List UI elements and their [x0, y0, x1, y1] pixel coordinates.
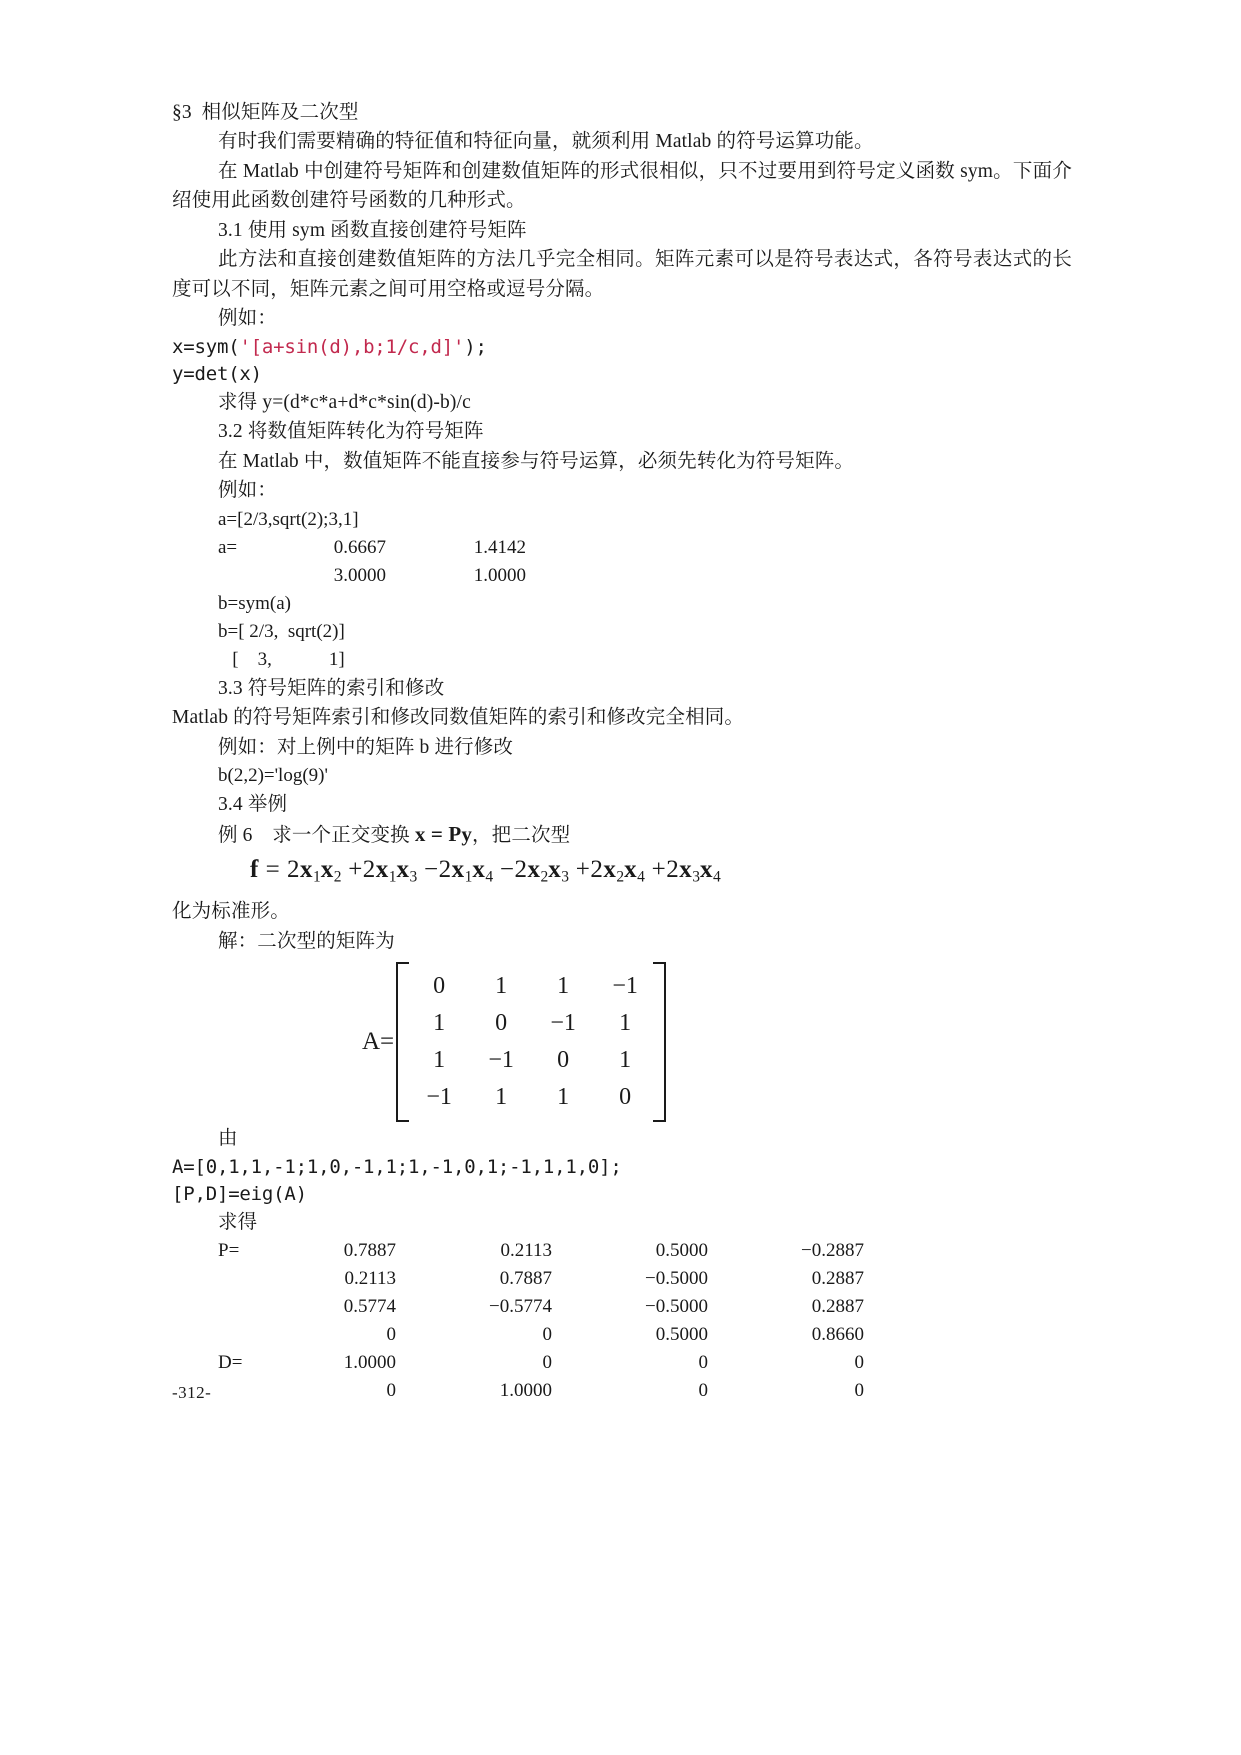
cell: 1	[557, 1084, 570, 1111]
code-det-line: y=det(x)	[172, 362, 262, 385]
cell	[218, 1377, 268, 1405]
intro-paragraph-1: 有时我们需要精确的特征值和特征向量，就须利用 Matlab 的符号运算功能。	[218, 131, 874, 152]
term-op: +	[651, 856, 667, 883]
term-sub2: 4	[485, 868, 494, 886]
output-b-line-2: [ 3, 1]	[218, 648, 345, 670]
term-var1: x	[527, 856, 541, 883]
term-coef: 2	[590, 856, 604, 883]
term-sub1: 2	[540, 868, 549, 886]
subsection-3-3-heading: 3.3 符号矩阵的索引和修改	[218, 677, 445, 699]
term-coef: 2	[362, 856, 376, 883]
formula-term	[499, 856, 570, 886]
term-var2: x	[396, 856, 410, 883]
table-row	[218, 1237, 892, 1265]
table-row	[408, 1079, 656, 1116]
subsection-3-2-body: 在 Matlab 中，数值矩阵不能直接参与符号运算，必须先转化为符号矩阵。	[218, 450, 855, 472]
table-row	[218, 1265, 892, 1293]
term-var2: x	[699, 856, 713, 883]
example-label-1: 例如：	[218, 308, 277, 329]
output-D-label: D=	[218, 1352, 243, 1374]
term-op: −	[499, 856, 515, 883]
table-row	[408, 1005, 656, 1042]
example-6-transform: x = Py	[414, 821, 473, 846]
matrix-bracket	[396, 962, 666, 1122]
page-number: -312-	[172, 1383, 212, 1402]
table-row	[218, 562, 548, 590]
formula-equals: =	[265, 856, 281, 883]
cell: 0	[854, 1352, 864, 1374]
cell: 1.0000	[499, 1380, 552, 1402]
cell: 1.0000	[473, 564, 526, 586]
output-a-label: a=	[218, 536, 238, 558]
example-label-2: 例如：	[218, 480, 277, 501]
page-content	[172, 98, 1072, 1405]
table-row	[408, 1042, 656, 1079]
term-var2: x	[472, 856, 486, 883]
formula-term	[651, 856, 721, 886]
cell: 1.4142	[473, 536, 526, 558]
table-row	[218, 1377, 892, 1405]
cell: 0.6667	[333, 536, 386, 558]
output-P-label: P=	[218, 1240, 240, 1262]
formula-lhs: f	[250, 856, 259, 883]
cell: 0.2887	[811, 1296, 864, 1318]
output-a-block	[172, 534, 1072, 590]
code-b-modify: b(2,2)='log(9)'	[218, 765, 328, 786]
term-sub1: 2	[616, 868, 625, 886]
cell: 0.8660	[811, 1324, 864, 1346]
code-sym-line	[172, 334, 1072, 361]
cell: 1	[619, 1010, 632, 1037]
cell: 0	[542, 1352, 552, 1374]
cell	[218, 1293, 268, 1321]
term-var1: x	[679, 856, 693, 883]
term-coef: 2	[514, 856, 528, 883]
intro-paragraph-2: 在 Matlab 中创建符号矩阵和创建数值矩阵的形式很相似，只不过要用到符号定义函数 sym。下面介绍使用此函数创建符号函数的几种形式。	[172, 160, 1072, 211]
cell: −0.5000	[645, 1268, 708, 1290]
cell: 1	[619, 1047, 632, 1074]
term-var1: x	[603, 856, 617, 883]
cell: 1	[433, 1047, 446, 1074]
matrix-A-display	[172, 962, 1072, 1122]
example-6-prefix: 例 6 求一个正交变换	[218, 824, 415, 846]
code-sym-suffix: );	[464, 335, 487, 358]
matrix-A-table	[408, 968, 656, 1116]
term-coef: 2	[286, 856, 300, 883]
cell: 0.2113	[344, 1268, 396, 1290]
output-PD-block	[172, 1237, 1072, 1405]
table-row	[218, 534, 548, 562]
code-matrix-A-assign: A=[0,1,1,-1;1,0,-1,1;1,-1,0,1;-1,1,1,0];	[172, 1155, 622, 1178]
cell: −1	[488, 1047, 514, 1074]
term-sub1: 1	[312, 868, 321, 886]
cell: −1	[612, 973, 638, 1000]
cell: 0.7887	[499, 1268, 552, 1290]
term-sub2: 3	[409, 868, 418, 886]
cell: 0	[495, 1010, 508, 1037]
term-var2: x	[320, 856, 334, 883]
subsection-3-2-heading: 3.2 将数值矩阵转化为符号矩阵	[218, 421, 484, 442]
cell: −0.5774	[489, 1296, 552, 1318]
solution-label: 解：二次型的矩阵为	[218, 930, 395, 952]
cell: 1.0000	[343, 1352, 396, 1374]
code-eig-line: [P,D]=eig(A)	[172, 1182, 307, 1205]
term-op: +	[575, 856, 591, 883]
term-var1: x	[299, 856, 313, 883]
term-var2: x	[624, 856, 638, 883]
term-sub1: 1	[388, 868, 397, 886]
output-a-table	[218, 534, 548, 590]
cell: 0	[698, 1380, 708, 1402]
cell: 0	[698, 1352, 708, 1374]
code-sym-string: '[a+sin(d),b;1/c,d]'	[239, 335, 465, 358]
cell: 0	[619, 1084, 632, 1111]
output-b-line-1: b=[ 2/3, sqrt(2)]	[218, 620, 345, 642]
formula-term	[286, 856, 342, 886]
cell: 0.5000	[655, 1240, 708, 1262]
term-sub2: 3	[561, 868, 570, 886]
matrix-A-label: A=	[362, 1028, 395, 1056]
cell: 1	[495, 973, 508, 1000]
term-var1: x	[375, 856, 389, 883]
subsection-3-4-heading: 3.4 举例	[218, 794, 288, 815]
cell: 0	[854, 1380, 864, 1402]
cell: 1	[557, 973, 570, 1000]
term-coef: 2	[438, 856, 452, 883]
cell: −1	[550, 1010, 576, 1037]
cell: 3.0000	[333, 564, 386, 586]
cell: −0.5000	[645, 1296, 708, 1318]
cell: −0.2887	[801, 1240, 864, 1262]
term-var1: x	[451, 856, 465, 883]
table-row	[218, 1321, 892, 1349]
cell: 0	[542, 1324, 552, 1346]
standard-form-line: 化为标准形。	[172, 901, 290, 923]
formula-term	[424, 856, 494, 886]
subsection-3-1-body: 此方法和直接创建数值矩阵的方法几乎完全相同。矩阵元素可以是符号表达式，各符号表达式的长度可以不同，矩阵元素之间可用空格或逗号分隔。	[172, 249, 1072, 300]
cell	[218, 562, 268, 590]
cell	[218, 1265, 268, 1293]
example-6-line	[172, 820, 1072, 851]
table-row	[408, 968, 656, 1005]
output-P-table	[218, 1237, 892, 1405]
cell: 0.2887	[811, 1268, 864, 1290]
cell: 0.2113	[500, 1240, 552, 1262]
term-sub1: 3	[692, 868, 700, 886]
formula-terms	[286, 856, 721, 886]
example-6-suffix: ，把二次型	[472, 824, 571, 846]
term-sub1: 1	[464, 868, 473, 886]
result-label-2: 求得	[218, 1211, 258, 1233]
formula-term	[348, 856, 418, 886]
term-coef: 2	[666, 856, 680, 883]
term-op: +	[348, 856, 363, 883]
cell: 0.5000	[655, 1324, 708, 1346]
code-sym-prefix: x=sym(	[172, 335, 240, 358]
term-op: −	[424, 856, 439, 883]
code-b-sym: b=sym(a)	[218, 592, 291, 614]
term-sub2: 4	[712, 868, 721, 886]
cell: 0	[433, 973, 446, 1000]
by-label: 由	[218, 1128, 238, 1150]
result-label-1: 求得 y=(d*c*a+d*c*sin(d)-b)/c	[218, 391, 471, 413]
cell	[218, 1321, 268, 1349]
cell: 1	[433, 1010, 446, 1037]
table-row	[218, 1349, 892, 1377]
term-sub2: 2	[333, 868, 342, 886]
subsection-3-1-heading: 3.1 使用 sym 函数直接创建符号矩阵	[218, 219, 527, 241]
example-label-3: 例如：对上例中的矩阵 b 进行修改	[218, 736, 514, 758]
cell: 0	[386, 1324, 396, 1346]
cell: 0	[386, 1380, 396, 1402]
term-sub2: 4	[637, 868, 645, 886]
quadratic-form-equation	[172, 850, 1072, 897]
cell: 0	[557, 1047, 570, 1074]
subsection-3-3-body: Matlab 的符号矩阵索引和修改同数值矩阵的索引和修改完全相同。	[172, 707, 745, 728]
code-a-assign: a=[2/3,sqrt(2);3,1]	[218, 508, 359, 530]
formula-term	[575, 856, 645, 886]
cell: 0.7887	[343, 1240, 396, 1262]
term-var2: x	[548, 856, 562, 883]
table-row	[218, 1293, 892, 1321]
cell: 1	[495, 1084, 508, 1111]
cell: −1	[426, 1084, 452, 1111]
cell: 0.5774	[343, 1296, 396, 1318]
section-heading: §3 相似矩阵及二次型	[172, 102, 359, 123]
